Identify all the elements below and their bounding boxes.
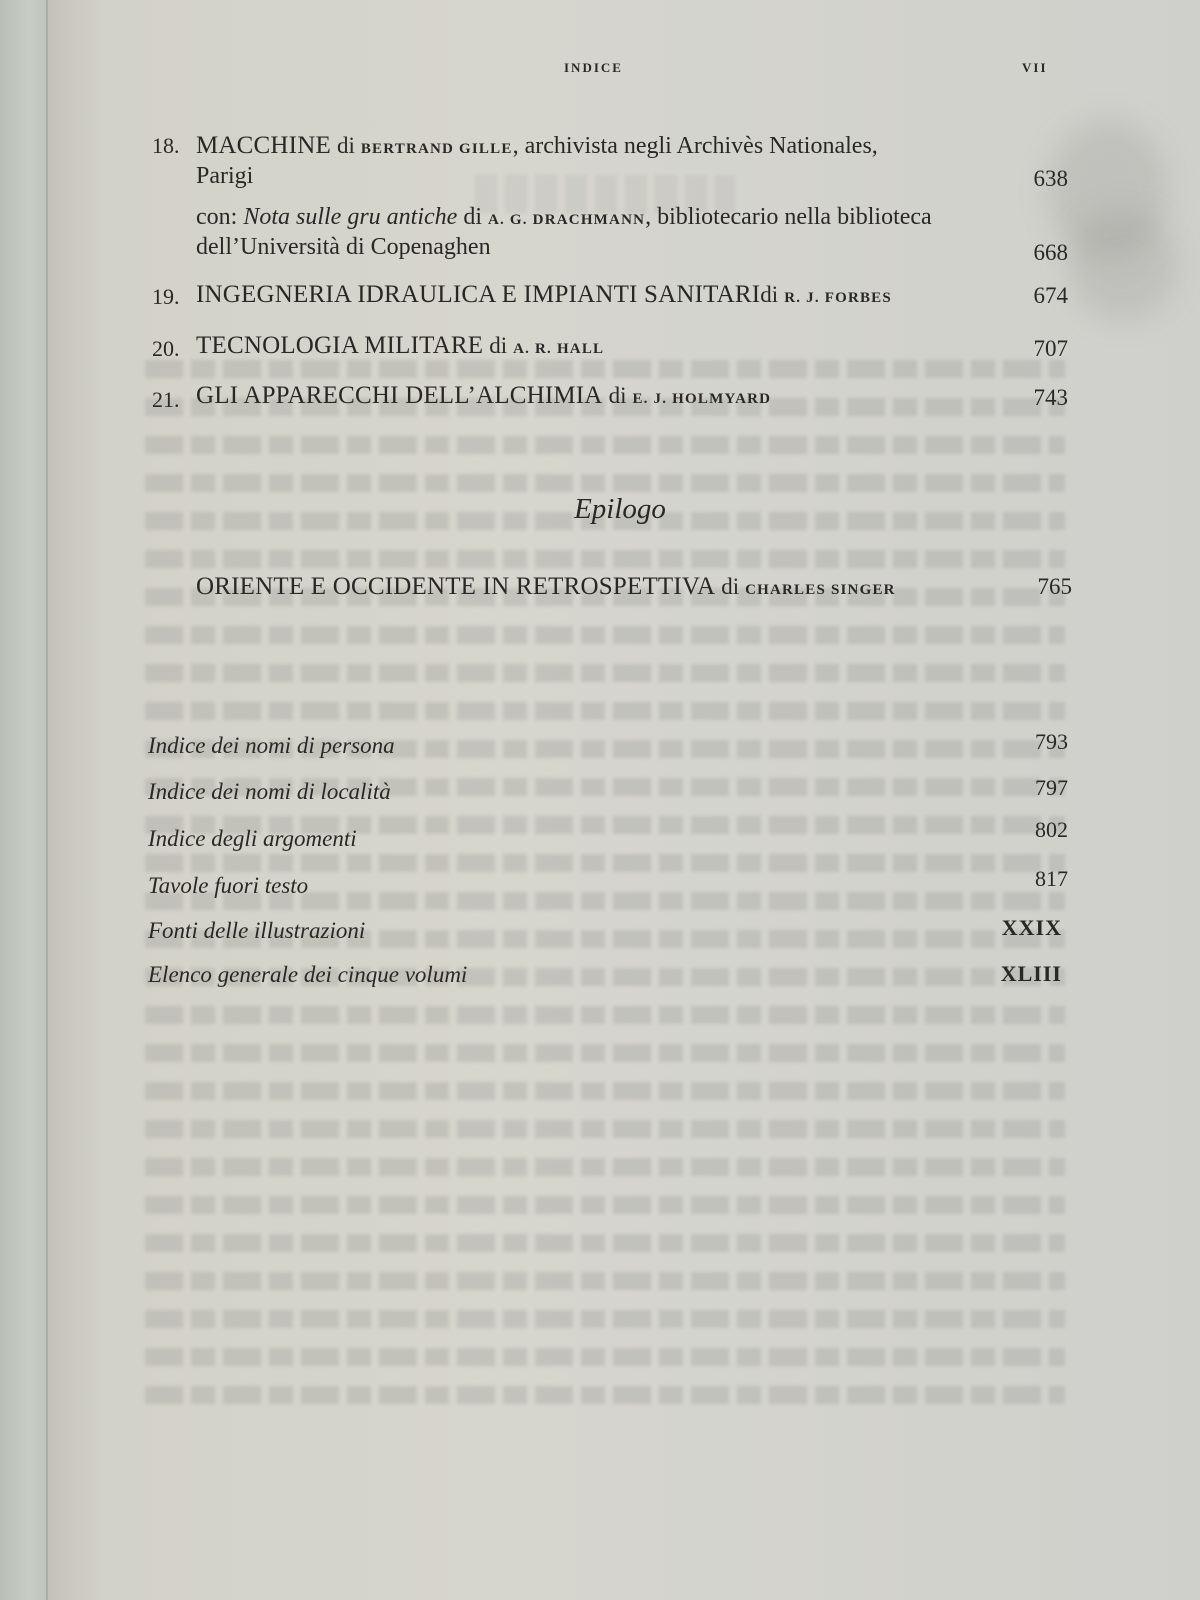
author-affiliation: , archivista negli Archivès Nationales,	[512, 133, 878, 159]
note-affiliation: , bibliotecario nella biblioteca	[645, 204, 932, 230]
chapter-title-line: INGEGNERIA IDRAULICA E IMPIANTI SANITARIdi R. J. FORBES	[196, 281, 892, 308]
note-author: A. G. DRACHMANN	[487, 212, 646, 228]
back-matter-item: Elenco generale dei cinque volumi	[148, 962, 468, 987]
chapter-title-line: MACCHINE di BERTRAND GILLE, archivista negli Archivès Nationales,	[196, 132, 878, 159]
chapter-page-number: 743	[1033, 385, 1068, 410]
chapter-number: 18.	[152, 133, 180, 158]
page-number-folio: VII	[1022, 60, 1048, 75]
chapter-number: 20.	[152, 336, 180, 361]
epilogue-title-line: ORIENTE E OCCIDENTE IN RETROSPETTIVA di CHARLES SINGER	[196, 573, 896, 600]
chapter-author: BERTRAND GILLE	[360, 141, 513, 157]
section-heading-epilogue: Epilogo	[574, 493, 666, 525]
back-matter-page: 797	[1035, 775, 1068, 800]
back-matter-item: Indice dei nomi di persona	[148, 733, 395, 758]
back-matter-item: Tavole fuori testo	[148, 873, 309, 898]
back-matter-page: 817	[1035, 866, 1068, 891]
paper-stain	[1068, 210, 1178, 320]
chapter-title: MACCHINE	[196, 132, 331, 159]
chapter-page-number: 707	[1033, 336, 1068, 361]
chapter-page-number: 638	[1033, 166, 1068, 191]
chapter-title-line: TECNOLOGIA MILITARE di A. R. HALL	[196, 332, 605, 359]
epilogue-page-number: 765	[1037, 574, 1072, 599]
note-line: con: Nota sulle gru antiche di A. G. DRACHMANN, bibliotecario nella biblioteca	[196, 204, 932, 230]
chapter-author: R. J. FORBES	[784, 290, 892, 306]
affiliation-continued: Parigi	[196, 163, 254, 189]
back-matter-item: Fonti delle illustrazioni	[148, 918, 366, 943]
note-page-number: 668	[1033, 240, 1068, 265]
running-head-title: INDICE	[564, 60, 623, 75]
chapter-title: INGEGNERIA IDRAULICA E IMPIANTI SANITARI	[196, 281, 761, 308]
back-matter-item: Indice dei nomi di località	[148, 779, 391, 804]
chapter-number: 19.	[152, 284, 180, 309]
back-matter-page: 793	[1035, 729, 1068, 754]
chapter-number: 21.	[152, 387, 180, 412]
chapter-title: TECNOLOGIA MILITARE	[196, 332, 484, 359]
epilogue-author: CHARLES SINGER	[745, 582, 896, 598]
chapter-author: E. J. HOLMYARD	[632, 391, 772, 407]
running-header	[0, 60, 1200, 80]
back-matter-page: XLIII	[1000, 961, 1062, 986]
back-matter-page: XXIX	[1001, 915, 1062, 940]
chapter-title-line: GLI APPARECCHI DELL’ALCHIMIA di E. J. HOLMYARD	[196, 382, 772, 409]
back-matter-page: 802	[1035, 817, 1068, 842]
back-matter-item: Indice degli argomenti	[148, 826, 357, 851]
chapter-author: A. R. HALL	[513, 341, 605, 357]
chapter-title: GLI APPARECCHI DELL’ALCHIMIA	[196, 382, 603, 409]
chapter-page-number: 674	[1033, 283, 1068, 308]
facing-page-edge	[0, 0, 48, 1600]
epilogue-title: ORIENTE E OCCIDENTE IN RETROSPETTIVA	[196, 573, 716, 600]
note-affiliation-continued: dell’Università di Copenaghen	[196, 234, 491, 260]
note-title: Nota sulle gru antiche	[243, 204, 458, 230]
